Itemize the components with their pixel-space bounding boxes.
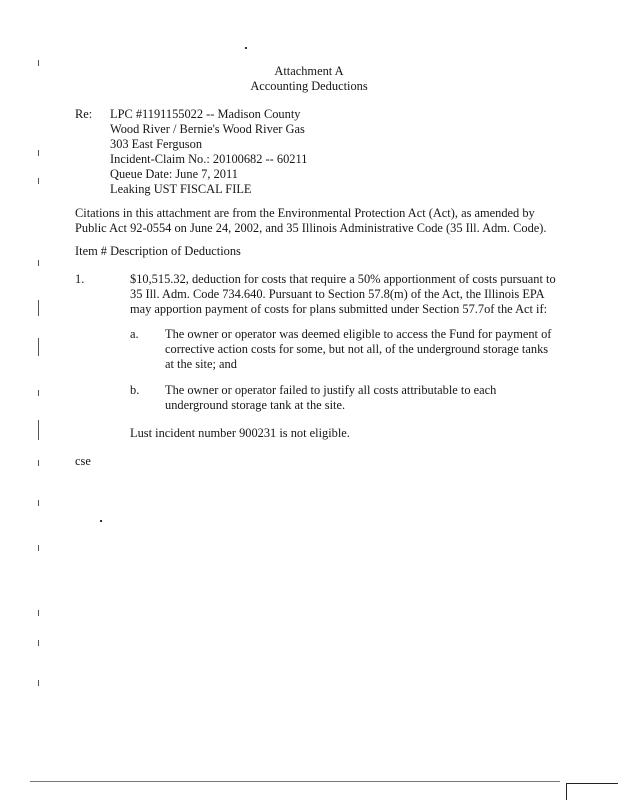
- scan-edge-mark: [38, 390, 39, 396]
- citations-line: Citations in this attachment are from the Environmental Protection Act (Act), as amended by: [75, 206, 535, 220]
- subitem-text-line: underground storage tank at the site.: [165, 398, 346, 412]
- page-title: Attachment A: [274, 64, 344, 78]
- item-text-line: $10,515.32, deduction for costs that require a 50% apportionment of costs pursuant to: [130, 272, 556, 286]
- scan-edge-mark: [38, 610, 39, 616]
- scan-speck: [100, 520, 102, 522]
- page-subtitle: Accounting Deductions: [250, 79, 368, 93]
- scan-edge-mark: [38, 680, 39, 686]
- subitem-text-line: The owner or operator failed to justify all costs attributable to each: [165, 383, 497, 397]
- re-line: Leaking UST FISCAL FILE: [110, 182, 252, 196]
- item-note: Lust incident number 900231 is not eligible.: [130, 426, 350, 440]
- re-line: Wood River / Bernie's Wood River Gas: [110, 122, 305, 136]
- re-line: LPC #1191155022 -- Madison County: [110, 107, 301, 121]
- subitem-letter: b.: [130, 383, 140, 397]
- re-line: Incident-Claim No.: 20100682 -- 60211: [110, 152, 308, 166]
- subitem-letter: a.: [130, 327, 139, 341]
- scan-edge-mark: [38, 178, 39, 184]
- scan-edge-mark: [38, 300, 39, 316]
- scan-edge-mark: [38, 460, 39, 466]
- scan-edge-mark: [38, 338, 39, 356]
- scan-speck: [245, 47, 247, 49]
- scan-edge-mark: [38, 420, 39, 440]
- re-label: Re:: [75, 107, 93, 121]
- citations-line: Public Act 92-0554 on June 24, 2002, and 35 Illinois Administrative Code (35 Ill. Adm. Code).: [75, 221, 547, 235]
- re-line: 303 East Ferguson: [110, 137, 203, 151]
- typist-initials: cse: [75, 454, 91, 468]
- item-text-line: may apportion payment of costs for plans submitted under Section 57.7of the Act if:: [130, 302, 548, 316]
- re-line: Queue Date: June 7, 2011: [110, 167, 238, 181]
- scan-corner-mark-v: [566, 783, 567, 800]
- scan-corner-mark-h: [566, 783, 618, 784]
- scan-bottom-line: [30, 781, 560, 782]
- subitem-text-line: The owner or operator was deemed eligible to access the Fund for payment of: [165, 327, 552, 341]
- item-header: Item # Description of Deductions: [75, 244, 241, 258]
- scan-edge-mark: [38, 545, 39, 551]
- scan-edge-mark: [38, 150, 39, 156]
- subitem-text-line: at the site; and: [165, 357, 237, 371]
- item-text-line: 35 Ill. Adm. Code 734.640. Pursuant to Section 57.8(m) of the Act, the Illinois EPA: [130, 287, 545, 301]
- scan-edge-mark: [38, 640, 39, 646]
- scan-edge-mark: [38, 500, 39, 506]
- scan-edge-mark: [38, 260, 39, 266]
- subitem-text-line: corrective action costs for some, but not all, of the underground storage tanks: [165, 342, 549, 356]
- item-number: 1.: [75, 272, 85, 286]
